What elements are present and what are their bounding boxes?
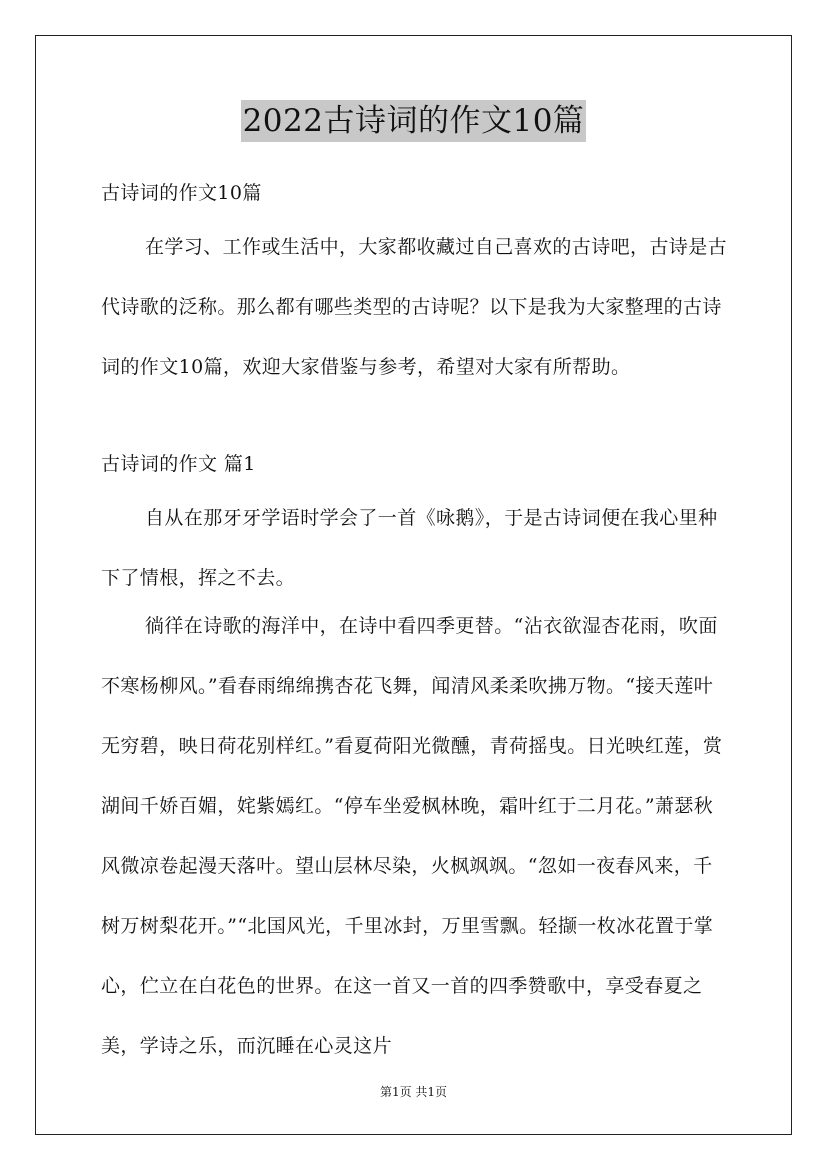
title-container — [0, 100, 827, 142]
document-title: 2022古诗词的作文10篇 — [241, 100, 587, 142]
intro-paragraph: 在学习、工作或生活中，大家都收藏过自己喜欢的古诗吧，古诗是古代诗歌的泛称。那么都有哪些类型的古诗呢？以下是我为大家整理的古诗词的作文10篇，欢迎大家借鉴与参考，希望对大家有所帮助。 — [101, 236, 728, 378]
body-paragraph-2: 徜徉在诗歌的海洋中，在诗中看四季更替。“沾衣欲湿杏花雨，吹面不寒杨柳风。”看春雨绵绵携杏花飞舞，闻清风柔柔吹拂万物。“接天莲叶无穷碧，映日荷花别样红。”看夏荷阳光微醺，青荷摇曳。日光映红莲，赏湖间千娇百媚，姹紫嫣红。“停车坐爱枫林晚，霜叶红于二月花。”萧瑟秋风微凉卷起漫天落叶。望山层林尽染，火枫飒飒。“忽如一夜春风来，千树万树梨花开。”“北国风光，千里冰封，万里雪飘。轻撷一枚冰花置于掌心，伫立在白花色的世界。在这一首又一首的四季赞歌中，享受春夏之美，学诗之乐，而沉睡在心灵这片 — [101, 615, 723, 1057]
body-paragraph-1: 自从在那牙牙学语时学会了一首《咏鹅》，于是古诗词便在我心里种下了情根，挥之不去。 — [101, 507, 718, 589]
document-subtitle: 古诗词的作文10篇 — [101, 182, 262, 204]
page-footer: 第1页 共1页 — [379, 1085, 448, 1099]
section-heading: 古诗词的作文 篇1 — [101, 453, 256, 475]
